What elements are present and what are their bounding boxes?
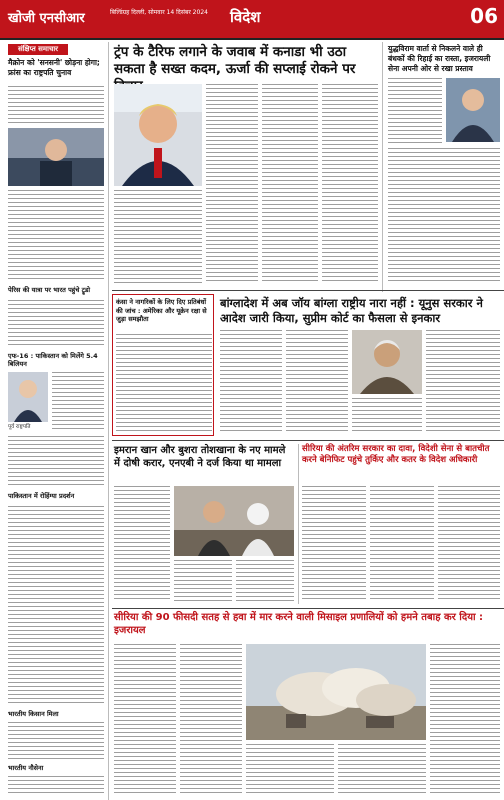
bangladesh-text [426, 330, 500, 434]
lead-text [262, 84, 318, 284]
syria-text [370, 486, 434, 602]
brief-news-tag: संक्षिप्त समाचार [8, 44, 68, 55]
section-rule [112, 440, 504, 441]
right-photo [446, 78, 500, 142]
section-rule [112, 290, 504, 291]
syria-text [302, 486, 366, 602]
brief-subhead: पाकिस्तान में रोहिंग्या प्रदर्शन [8, 492, 75, 500]
section-title: विदेश [230, 8, 261, 26]
right-headline: युद्धविराम वार्ता से निकलने वाले ही बंधकों की रिहाई का रास्ता, इजरायली सेना अपनी ओर से रखा प्रस्ताव [388, 44, 491, 73]
brief-headline: मैक्रोन को 'सनसनी' छोड़ना होगा; फ्रांस का राष्ट्रपति चुनाव [8, 58, 100, 77]
brief-text [8, 436, 104, 488]
brief-text [8, 506, 104, 706]
masthead [0, 0, 504, 38]
bottom-headline: सीरिया की 90 फीसदी सतह से हवा में मार करने वाली मिसाइल प्रणालियों को हमने तबाह कर दिया : इजरायल [114, 612, 484, 636]
right-text [388, 148, 500, 284]
syria-headline: सीरिया की अंतरिम सरकार का दावा, विदेशी सेना से बातचीत करने बेनिफिट पहुंचे तुर्किए और कतर के विदेश अधिकारी [302, 444, 490, 465]
brief-text [8, 300, 104, 348]
brief-photo [8, 128, 104, 186]
inset-text [116, 334, 212, 432]
masthead-rule [0, 38, 504, 40]
bottom-text [430, 644, 500, 794]
bangladesh-text [352, 398, 422, 434]
brief-text [8, 722, 104, 760]
bangladesh-photo [352, 330, 422, 394]
lead-headline: ट्रंप के टैरिफ लगाने के जवाब में कनाडा भी उठा सकता है सख्त कदम, ऊर्जा की सप्लाई रोकने पर [114, 44, 356, 77]
bangladesh-text [220, 330, 282, 434]
inset-headline: कंसा ने नागरिकों के लिए दिए प्रतिबंधों की जांच : अमेरिका और यूक्रेन रक्षा से जुड़ा समझौता [116, 298, 207, 323]
date-line: बिल्डिंग्रह दिल्ली, सोमवार 14 दिसंबर 2024 [110, 9, 208, 16]
lead-text [322, 84, 378, 284]
brief-subhead: पेरिस की यात्रा पर भारत पहुंचे ट्रूडो [8, 286, 91, 294]
bottom-text [114, 644, 176, 794]
lead-text [206, 84, 258, 284]
brief-text [8, 190, 104, 282]
imran-text [236, 560, 294, 602]
syria-text [438, 486, 500, 602]
imran-text [174, 560, 232, 602]
column-divider [108, 42, 109, 800]
brief-text [52, 372, 104, 432]
imran-text [114, 486, 170, 602]
column-divider [298, 444, 299, 604]
imran-headline: इमरान खान और बुशरा तोशखाना के नए मामले में दोषी करार, एनएबी ने दर्ज किया था मामला [114, 445, 286, 469]
bangladesh-headline: बांग्लादेश में अब जॉय बांग्ला राष्ट्रीय नारा नहीं : यूनुस सरकार ने आदेश जारी किया, सुप्रीम कोर्ट का फैसला से इनकार [220, 296, 483, 325]
brief-text [8, 86, 104, 126]
brief-subhead: भारतीय नौसेना [8, 764, 44, 772]
portrait-photo [8, 372, 48, 422]
photo-caption: पूर्व राष्ट्रपति [8, 424, 31, 430]
bottom-photo [246, 644, 426, 740]
brief-text [8, 776, 104, 796]
section-rule [112, 608, 504, 609]
right-text [388, 78, 442, 144]
imran-photo [174, 486, 294, 556]
paper-name: खोजी एनसीआर [8, 11, 85, 26]
lead-photo [114, 84, 202, 186]
page-number: 06 [470, 4, 498, 28]
bottom-text [180, 644, 242, 794]
brief-subhead: भारतीय किसान मिला [8, 710, 59, 718]
brief-subhead: एफ-16 : पाकिस्तान को मिलेंगे 5.4 बिलियन [8, 352, 98, 368]
bangladesh-text [286, 330, 348, 434]
bottom-text [338, 744, 426, 794]
lead-text [114, 190, 202, 284]
column-divider [382, 42, 383, 292]
bottom-text [246, 744, 334, 794]
